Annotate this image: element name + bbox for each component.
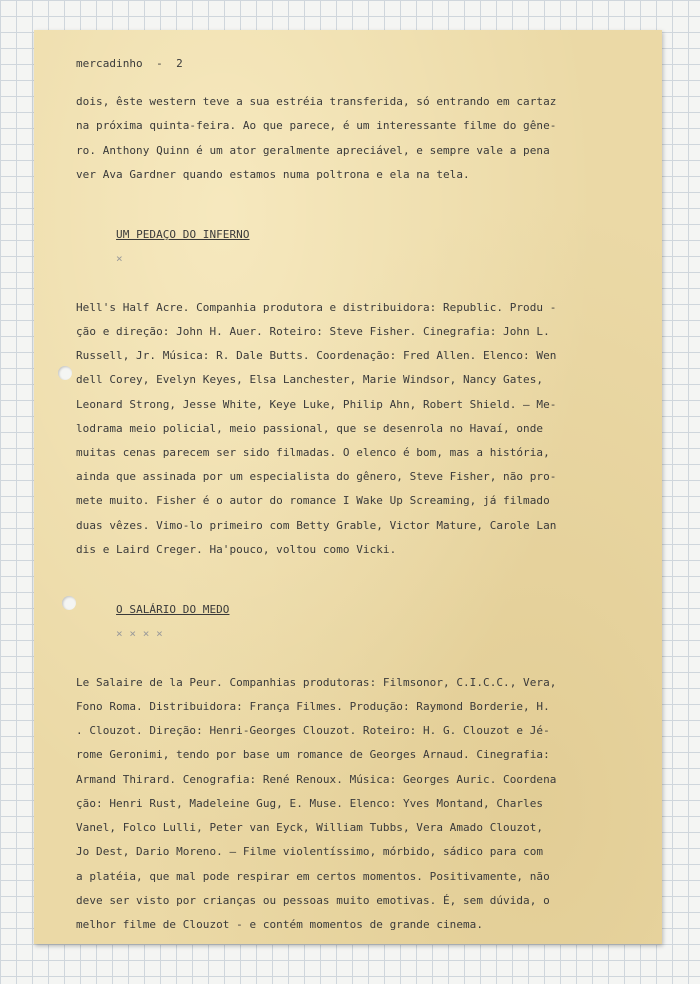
text-line: dell Corey, Evelyn Keyes, Elsa Lanchester, Marie Windsor, Nancy Gates, xyxy=(76,373,544,387)
text-line: ver Ava Gardner quando estamos numa poltrona e ela na tela. xyxy=(76,167,470,181)
text-line: lodrama meio policial, meio passional, que se desenrola no Havaí, onde xyxy=(76,421,544,435)
section-heading xyxy=(76,574,642,671)
text-line: Fono Roma. Distribuidora: França Filmes. Produção: Raymond Borderie, H. xyxy=(76,700,550,714)
typewritten-page xyxy=(34,30,662,944)
text-line: mete muito. Fisher é o autor do romance I Wake Up Screaming, já filmado xyxy=(76,494,550,508)
text-line: duas vêzes. Vimo-lo primeiro com Betty Grable, Victor Mature, Carole Lan xyxy=(76,518,557,532)
section-heading xyxy=(76,199,642,296)
text-line: deve ser visto por crianças ou pessoas muito emotivas. É, sem dúvida, o xyxy=(76,893,550,907)
page-content xyxy=(76,52,642,937)
text-line: ção: Henri Rust, Madeleine Gug, E. Muse. Elenco: Yves Montand, Charles xyxy=(76,796,544,810)
text-line: melhor filme de Clouzot - e contém momentos de grande cinema. xyxy=(76,917,484,931)
text-line: Armand Thirard. Cenografia: René Renoux. Música: Georges Auric. Coordena xyxy=(76,772,557,786)
text-line: a platéia, que mal pode respirar em certos momentos. Positivamente, não xyxy=(76,869,550,883)
punch-hole xyxy=(62,596,76,610)
text-line: Leonard Strong, Jesse White, Keye Luke, Philip Ahn, Robert Shield. — Me- xyxy=(76,397,557,411)
text-line: dis e Laird Creger. Ha'pouco, voltou como Vicki. xyxy=(76,542,397,556)
rating-marks: × × × × xyxy=(116,627,163,641)
text-line: Jo Dest, Dario Moreno. — Filme violentíssimo, mórbido, sádico para com xyxy=(76,845,544,859)
text-line: Russell, Jr. Música: R. Dale Butts. Coordenação: Fred Allen. Elenco: Wen xyxy=(76,349,557,363)
text-line: ro. Anthony Quinn é um ator geralmente apreciável, e sempre vale a pena xyxy=(76,143,550,157)
text-line: . Clouzot. Direção: Henri-Georges Clouzot. Roteiro: H. G. Clouzot e Jé- xyxy=(76,724,550,738)
text-line: na próxima quinta-feira. Ao que parece, é um interessante filme do gêne- xyxy=(76,119,557,133)
text-line: muitas cenas parecem ser sido filmadas. O elenco é bom, mas a história, xyxy=(76,446,550,460)
text-line: Hell's Half Acre. Companhia produtora e distribuidora: Republic. Produ - xyxy=(76,300,557,314)
review-paragraph xyxy=(76,671,642,937)
text-line: rome Geronimi, tendo por base um romance de Georges Arnaud. Cinegrafia: xyxy=(76,748,550,762)
intro-paragraph xyxy=(76,90,642,187)
rating-marks: × xyxy=(116,252,123,266)
text-line: Le Salaire de la Peur. Companhias produtoras: Filmsonor, C.I.C.C., Vera, xyxy=(76,675,557,689)
text-line: ção e direção: John H. Auer. Roteiro: Steve Fisher. Cinegrafia: John L. xyxy=(76,325,550,339)
text-line: dois, êste western teve a sua estréia transferida, só entrando em cartaz xyxy=(76,95,557,109)
section-title: O SALÁRIO DO MEDO xyxy=(116,603,230,617)
page-header: mercadinho - 2 xyxy=(76,57,183,70)
section-title: UM PEDAÇO DO INFERNO xyxy=(116,228,250,242)
text-line: ainda que assinada por um especialista do gênero, Steve Fisher, não pro- xyxy=(76,470,557,484)
review-paragraph xyxy=(76,296,642,562)
punch-hole xyxy=(58,366,72,380)
text-line: Vanel, Folco Lulli, Peter van Eyck, William Tubbs, Vera Amado Clouzot, xyxy=(76,821,544,835)
